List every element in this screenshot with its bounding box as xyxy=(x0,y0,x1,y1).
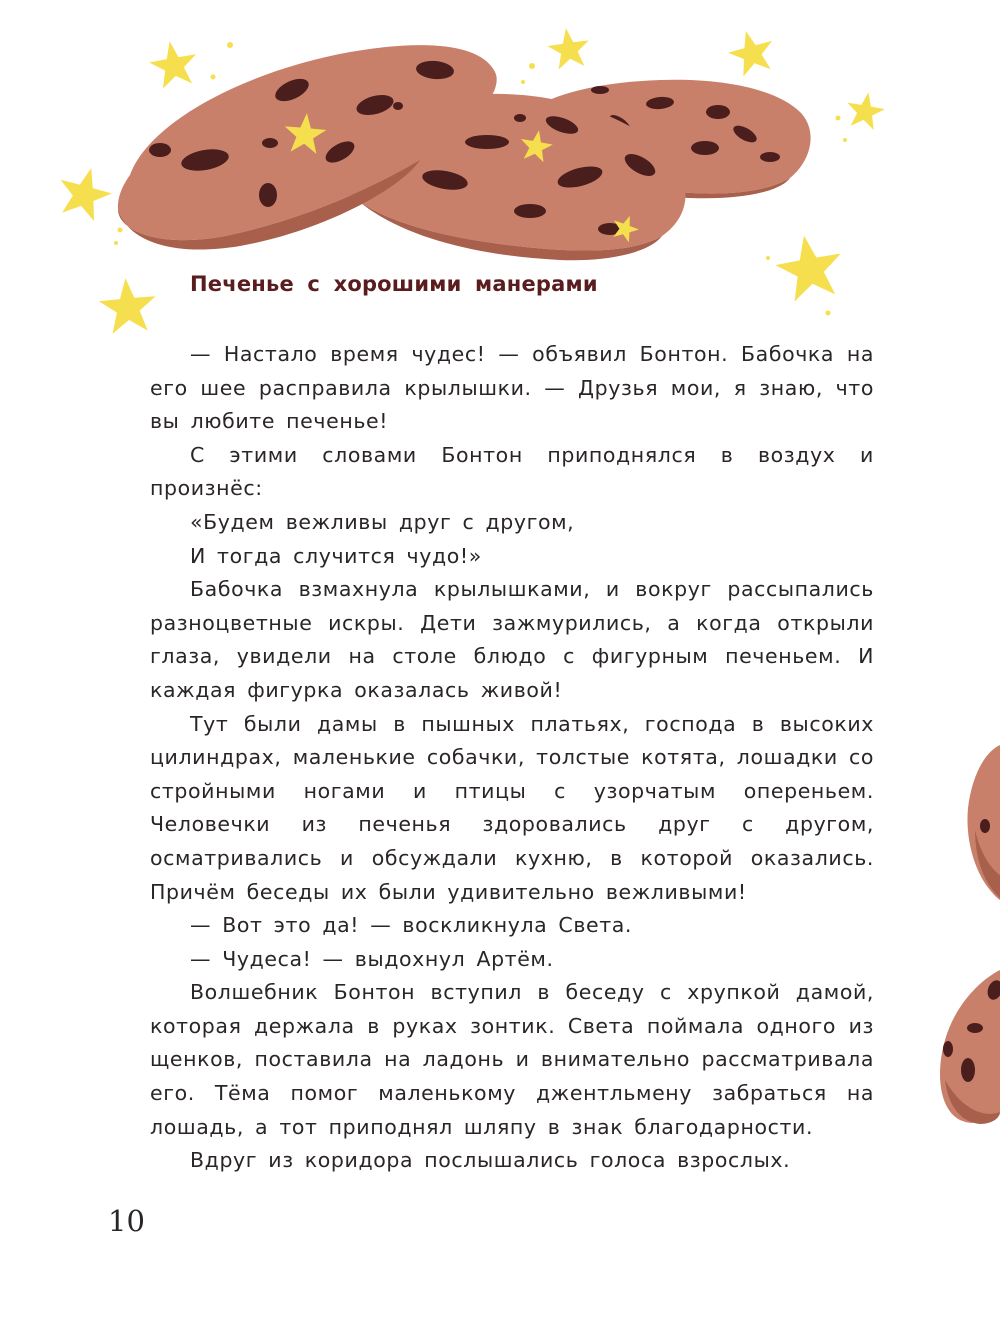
star-icon xyxy=(724,25,779,79)
story-paragraph: С этими словами Бонтон приподнялся в воздух и произнёс: xyxy=(150,442,874,501)
story-paragraph: — Настало время чудес! — объявил Бонтон. Бабочка на его шее расправила крылышки. — Друзья мои, я знаю, что вы любите печенье! xyxy=(150,342,874,434)
star-icon xyxy=(843,89,887,131)
dialogue-line: — Вот это да! — воскликнула Света. xyxy=(190,913,633,938)
cookie-icon xyxy=(967,745,1000,900)
poem-line: И тогда случится чудо!» xyxy=(190,543,482,568)
story-paragraph: Волшебник Бонтон вступил в беседу с хрупкой дамой, которая держала в руках зонтик. Света поймала одного из щенков, поставила на ладонь и внимательно рассматривала его. Тёма помог маленькому джентльмену забраться на лошадь, а тот приподнял шляпу в знак благодарности. xyxy=(150,980,874,1139)
star-icon xyxy=(146,37,201,90)
cookie-icon xyxy=(940,970,1000,1124)
story-text xyxy=(150,338,874,1178)
dialogue-line: — Чудеса! — выдохнул Артём. xyxy=(190,946,554,971)
star-icon xyxy=(97,276,159,335)
story-paragraph: Тут были дамы в пышных платьях, господа в высоких цилиндрах, маленькие собачки, толстые котята, лошадки со стройными ногами и птицы с узорчатым опереньем. Человечки из печенья здоровались друг с другом, осматривались и обсуждали кухню, в которой оказались. Причём беседы их были удивительно вежливыми! xyxy=(150,711,874,904)
star-icon xyxy=(545,25,592,70)
story-paragraph: Бабочка взмахнула крылышками, и вокруг рассыпались разноцветные искры. Дети зажмурились, а когда открыли глаза, увидели на столе блюдо с фигурным печеньем. И каждая фигурка оказалась живой! xyxy=(150,577,874,702)
star-icon xyxy=(771,230,847,304)
chapter-title: Печенье с хорошими манерами xyxy=(190,272,598,296)
page-number: 10 xyxy=(108,1204,145,1238)
poem-line: «Будем вежливы друг с другом, xyxy=(190,509,575,534)
star-icon xyxy=(52,161,117,224)
side-cookies-illustration xyxy=(900,720,1000,1140)
story-paragraph: Вдруг из коридора послышались голоса взрослых. xyxy=(190,1148,791,1173)
